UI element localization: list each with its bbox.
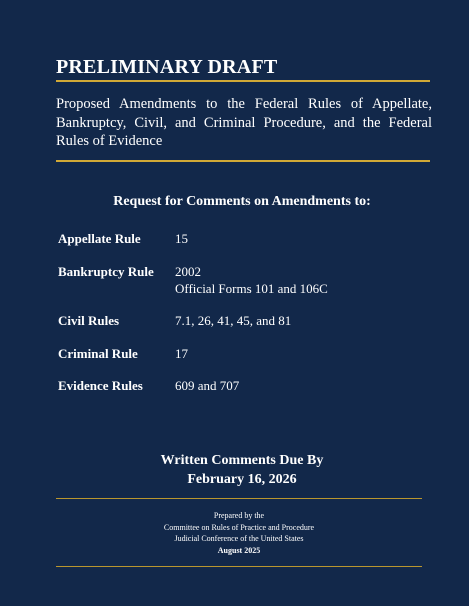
rule-numbers	[175, 345, 188, 362]
request-heading: Request for Comments on Amendments to:	[113, 194, 371, 209]
rule-value-line: 2002	[175, 264, 201, 279]
rule-value-line: 15	[175, 231, 188, 246]
prepared-by-block	[0, 510, 469, 556]
rule-numbers	[175, 312, 291, 329]
gold-divider-bottom	[56, 160, 430, 162]
rule-numbers	[175, 230, 188, 247]
rule-name: Criminal Rule	[58, 346, 138, 361]
rule-value-line: 17	[175, 346, 188, 361]
due-label: Written Comments Due By	[160, 453, 324, 468]
rule-numbers	[175, 263, 328, 297]
committee-name: Committee on Rules of Practice and Procedure	[163, 522, 315, 532]
rule-name: Evidence Rules	[58, 378, 143, 393]
rule-name: Civil Rules	[58, 313, 120, 328]
rule-numbers	[175, 377, 239, 394]
rule-value-line: 609 and 707	[175, 378, 240, 393]
rule-value-line: Official Forms 101 and 106C	[175, 281, 328, 296]
thin-divider-top	[56, 498, 422, 499]
rule-name: Bankruptcy Rule	[58, 264, 154, 279]
conference-name: Judicial Conference of the United States	[174, 534, 304, 543]
due-date: February 16, 2026	[187, 472, 297, 487]
document-subtitle: Proposed Amendments to the Federal Rules of Appellate, Bankruptcy, Civil, and Criminal Procedure, and the Federal Rules of Evidence	[56, 96, 432, 149]
rule-value-line: 7.1, 26, 41, 45, and 81	[175, 313, 292, 328]
publication-date: August 2025	[217, 545, 261, 555]
thin-divider-bottom	[56, 566, 422, 567]
prepared-by-line: Prepared by the	[213, 511, 265, 520]
rule-name: Appellate Rule	[58, 231, 141, 246]
page-title: PRELIMINARY DRAFT	[56, 56, 278, 78]
gold-divider-top	[56, 80, 430, 82]
